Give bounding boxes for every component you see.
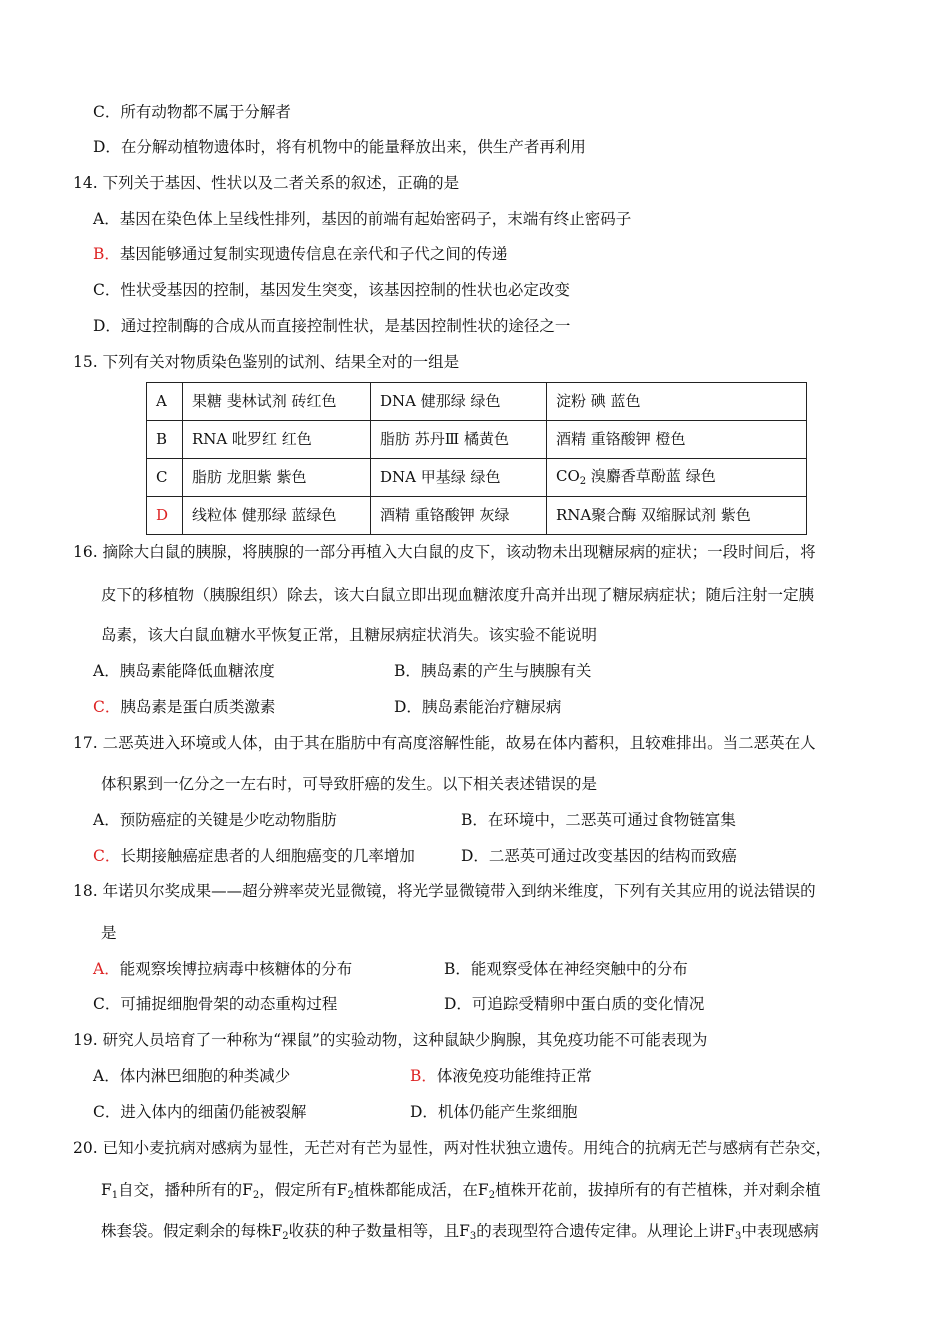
co2-reagent: 溴麝香草酚蓝 绿色: [586, 466, 716, 485]
table-cell: DNA 甲基绿 绿色: [371, 459, 547, 497]
subscript: 1: [111, 1190, 119, 1201]
text-run: ，假定所有F: [259, 1181, 348, 1199]
q18-option-b: B．能观察受体在神经突触中的分布: [444, 960, 688, 978]
q16-stem-line1: 16. 摘除大白鼠的胰腺，将胰腺的一部分再植入大白鼠的皮下，该动物未出现糖尿病的症状；一段时间后，将: [73, 543, 816, 561]
text-run: 植株都能成活，在F: [353, 1181, 489, 1199]
q14-stem: 14. 下列关于基因、性状以及二者关系的叙述，正确的是: [73, 174, 460, 192]
q17-option-c: [93, 849, 415, 865]
q16-stem-line3: 岛素，该大白鼠血糖水平恢复正常，且糖尿病症状消失。该实验不能说明: [101, 626, 598, 644]
text-run: 中表现感病: [741, 1222, 819, 1240]
table-cell: 淀粉 碘 蓝色: [547, 383, 807, 421]
q17-option-d: D．二恶英可通过改变基因的结构而致癌: [461, 847, 737, 865]
answer-letter: A．: [93, 960, 120, 978]
answer-letter: C．: [93, 847, 121, 865]
subscript: 2: [488, 1190, 496, 1201]
subscript: 2: [282, 1231, 289, 1242]
q16-option-b: B．胰岛素的产生与胰腺有关: [394, 662, 592, 680]
q19-option-d: D．机体仍能产生浆细胞: [410, 1103, 578, 1121]
answer-letter: C．: [93, 698, 121, 716]
table-cell: 酒精 重铬酸钾 灰绿: [371, 497, 547, 535]
q15-reagent-table: [146, 382, 807, 535]
co2-label: CO: [556, 466, 580, 485]
q20-stem-line3: [101, 1224, 819, 1242]
q17-option-a: A．预防癌症的关键是少吃动物脂肪: [93, 811, 337, 829]
q18-option-a: [93, 962, 352, 978]
row-letter: B: [147, 421, 183, 459]
q14-option-b-text: 基因能够通过复制实现遗传信息在亲代和子代之间的传递: [119, 245, 508, 263]
q18-stem-line1: 18. 年诺贝尔奖成果——超分辨率荧光显微镜，将光学显微镜带入到纳米维度，下列有关其应用的说法错误的: [73, 882, 816, 900]
q16-stem-line2: 皮下的移植物（胰腺组织）除去，该大白鼠立即出现血糖浓度升高并出现了糖尿病症状；随后注射一定胰: [101, 586, 815, 604]
q19-option-a: A．体内淋巴细胞的种类减少: [93, 1067, 291, 1085]
subscript: 2: [347, 1190, 354, 1201]
subscript: 3: [469, 1231, 477, 1242]
answer-letter: B．: [410, 1067, 437, 1085]
table-row: [147, 497, 807, 535]
q19-option-b: [410, 1069, 592, 1085]
table-cell: [547, 459, 807, 497]
table-cell: RNA 吡罗红 红色: [183, 421, 371, 459]
q17-stem-line1: 17. 二恶英进入环境或人体，由于其在脂肪中有高度溶解性能，故易在体内蓄积，且较难排出。当二恶英在人: [73, 734, 816, 752]
q17-option-b: B．在环境中，二恶英可通过食物链富集: [461, 811, 736, 829]
q14-option-d: D．通过控制酶的合成从而直接控制性状，是基因控制性状的途径之一: [93, 317, 571, 335]
q13-option-d: D．在分解动植物遗体时，将有机物中的能量释放出来，供生产者再利用: [93, 138, 586, 156]
table-row: [147, 421, 807, 459]
table-cell: DNA 健那绿 绿色: [371, 383, 547, 421]
q13-option-c: C．所有动物都不属于分解者: [93, 103, 291, 121]
q16-option-d: D．胰岛素能治疗糖尿病: [394, 698, 562, 716]
q17-option-c-text: 长期接触癌症患者的人细胞癌变的几率增加: [120, 847, 415, 865]
q19-option-c: C．进入体内的细菌仍能被裂解: [93, 1103, 307, 1121]
subscript: 3: [735, 1231, 742, 1242]
q16-option-c: [93, 700, 275, 716]
row-letter: A: [147, 383, 183, 421]
table-row: [147, 459, 807, 497]
table-cell: RNA聚合酶 双缩脲试剂 紫色: [547, 497, 807, 535]
q17-stem-line2: 体积累到一亿分之一左右时，可导致肝癌的发生。以下相关表述错误的是: [101, 775, 598, 793]
q19-option-b-text: 体液免疫功能维持正常: [436, 1067, 592, 1085]
table-cell: 脂肪 龙胆紫 紫色: [183, 459, 371, 497]
text-run: 植株开花前，拔掉所有的有芒植株，并对剩余植: [495, 1181, 821, 1199]
q18-option-d: D．可追踪受精卵中蛋白质的变化情况: [444, 995, 705, 1013]
text-run: 收获的种子数量相等，且F: [288, 1222, 470, 1240]
table-cell: 酒精 重铬酸钾 橙色: [547, 421, 807, 459]
row-letter-answer: D: [147, 497, 183, 535]
q14-option-c: C．性状受基因的控制，基因发生突变，该基因控制的性状也必定改变: [93, 281, 570, 299]
q18-stem-line2: 是: [101, 924, 117, 942]
subscript: 2: [252, 1190, 260, 1201]
text-run: 的表现型符合遗传定律。从理论上讲F: [476, 1222, 736, 1240]
q18-option-c: C．可捕捉细胞骨架的动态重构过程: [93, 995, 338, 1013]
row-letter: C: [147, 459, 183, 497]
subscript: 2: [579, 475, 587, 487]
q16-option-a: A．胰岛素能降低血糖浓度: [93, 662, 275, 680]
q19-stem: 19. 研究人员培育了一种称为“裸鼠”的实验动物，这种鼠缺少胸腺，其免疫功能不可能表现为: [73, 1031, 708, 1049]
answer-letter: B．: [93, 245, 120, 263]
table-cell: 线粒体 健那绿 蓝绿色: [183, 497, 371, 535]
q16-option-c-text: 胰岛素是蛋白质类激素: [120, 698, 276, 716]
text-run: F: [101, 1181, 112, 1199]
table-row: [147, 383, 807, 421]
text-run: 株套袋。假定剩余的每株F: [101, 1222, 283, 1240]
q20-stem-line1: 20. 已知小麦抗病对感病为显性，无芒对有芒为显性，两对性状独立遗传。用纯合的抗病无芒与感病有芒杂交，: [73, 1139, 832, 1157]
q20-stem-line2: [101, 1183, 821, 1201]
q15-stem: 15. 下列有关对物质染色鉴别的试剂、结果全对的一组是: [73, 353, 460, 371]
table-cell: 果糖 斐林试剂 砖红色: [183, 383, 371, 421]
table-cell: 脂肪 苏丹Ⅲ 橘黄色: [371, 421, 547, 459]
text-run: 自交，播种所有的F: [118, 1181, 253, 1199]
q14-option-a: A．基因在染色体上呈线性排列，基因的前端有起始密码子，末端有终止密码子: [93, 210, 632, 228]
q14-option-b: [93, 247, 507, 263]
q18-option-a-text: 能观察埃博拉病毒中核糖体的分布: [119, 960, 353, 978]
